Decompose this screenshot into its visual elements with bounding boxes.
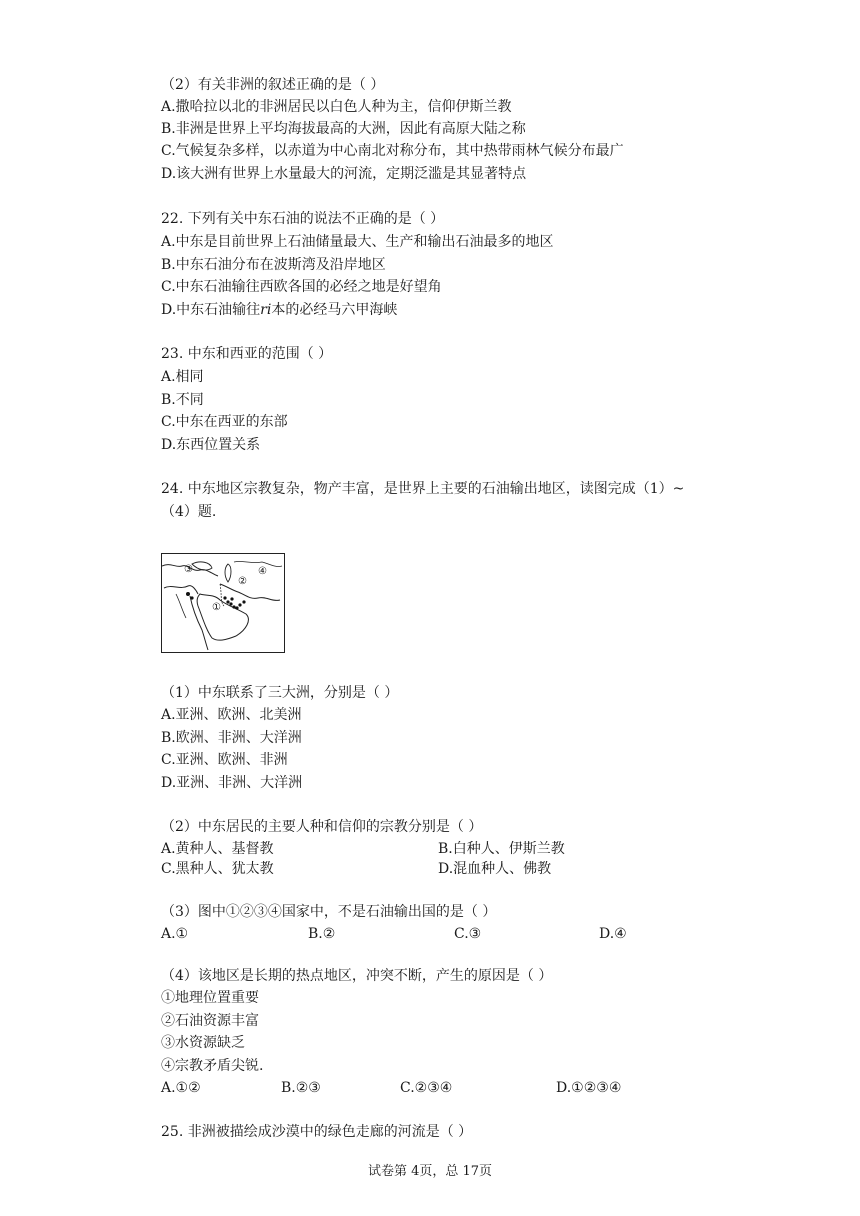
option-a: A.① [161, 926, 189, 942]
statement-3: ③水资源缺乏 [161, 1035, 245, 1051]
option-b: B.非洲是世界上平均海拔最高的大洲，因此有高原大陆之称 [161, 121, 526, 137]
map-label-4: ④ [258, 566, 267, 577]
statement-2: ②石油资源丰富 [161, 1013, 259, 1029]
question-24-3-stem: （3）图中①②③④国家中，不是石油输出国的是（ ） [161, 904, 497, 920]
option-b: B.白种人、伊斯兰教 [438, 841, 565, 857]
question-21-2-stem: （2）有关非洲的叙述正确的是（ ） [161, 77, 385, 93]
question-23-stem: 23. 中东和西亚的范围（ ） [161, 346, 333, 362]
nile-river [176, 594, 186, 618]
question-22-stem: 22. 下列有关中东石油的说法不正确的是（ ） [161, 211, 445, 227]
oil-field-dot [242, 600, 245, 603]
option-b: B.不同 [161, 392, 204, 408]
option-c: C.亚洲、欧洲、非洲 [161, 752, 288, 768]
options-row [161, 1078, 721, 1098]
option-a: A.①② [161, 1080, 201, 1096]
statement-4: ④宗教矛盾尖锐. [161, 1058, 264, 1074]
statement-1: ①地理位置重要 [161, 990, 259, 1006]
question-24-4-stem: （4）该地区是长期的热点地区，冲突不断，产生的原因是（ ） [161, 968, 553, 984]
oil-field-dot [226, 600, 229, 603]
option-d: D.④ [599, 926, 627, 942]
oil-field-dot [235, 606, 238, 609]
question-25-stem: 25. 非洲被描绘成沙漠中的绿色走廊的河流是（ ） [161, 1124, 473, 1140]
black-sea [192, 562, 212, 570]
option-b: B.欧洲、非洲、大洋洲 [161, 730, 302, 746]
oil-field-dot [223, 596, 226, 599]
middle-east-map-drawing [162, 554, 283, 651]
question-24-1-stem: （1）中东联系了三大洲，分别是（ ） [161, 685, 399, 701]
oil-field-dot [230, 597, 233, 600]
option-b: B.中东石油分布在波斯湾及沿岸地区 [161, 257, 386, 273]
options-row [161, 924, 721, 944]
options-row-ab [161, 839, 721, 859]
oil-field-dot [232, 605, 235, 608]
red-sea-coast [190, 596, 208, 650]
options-row-cd [161, 859, 721, 879]
option-a: A.亚洲、欧洲、北美洲 [161, 707, 302, 723]
option-a: A.黄种人、基督教 [161, 841, 274, 857]
north-africa-coast [164, 586, 198, 594]
option-c: C.气候复杂多样，以赤道为中心南北对称分布，其中热带雨林气候分布最广 [161, 143, 624, 159]
option-c: C.②③④ [400, 1080, 453, 1096]
option-d: D.中东石油输往𝑟𝑖本的必经马六甲海峡 [161, 302, 398, 318]
option-d: D.该大洲有世界上水量最大的河流，定期泛滥是其显著特点 [161, 166, 527, 182]
option-d: D.亚洲、非洲、大洋洲 [161, 775, 303, 791]
option-d: D.混血种人、佛教 [438, 861, 552, 877]
middle-east-map [161, 553, 285, 653]
option-b: B.②③ [281, 1080, 321, 1096]
oil-field-dot [229, 602, 232, 605]
option-a: A.撒哈拉以北的非洲居民以白色人种为主，信仰伊斯兰教 [161, 99, 512, 115]
map-label-1: ① [212, 602, 221, 613]
option-a: A.中东是目前世界上石油储量最大、生产和输出石油最多的地区 [161, 234, 554, 250]
oil-field-dot [238, 603, 241, 606]
option-c: C.中东石油输往西欧各国的必经之地是好望角 [161, 279, 442, 295]
map-label-2: ② [238, 576, 247, 587]
option-c: C.黑种人、犹太教 [161, 861, 274, 877]
arabian-peninsula [197, 594, 248, 640]
caspian-sea [225, 564, 231, 582]
question-24-stem-line2: （4）题. [161, 504, 217, 520]
question-24-2-stem: （2）中东居民的主要人种和信仰的宗教分别是（ ） [161, 819, 483, 835]
page-footer: 试卷第 4页，总 17页 [367, 1164, 493, 1179]
question-24-stem-line1: 24. 中东地区宗教复杂，物产丰富，是世界上主要的石油输出地区，读图完成（1）~ [161, 481, 685, 497]
option-c: C.中东在西亚的东部 [161, 414, 288, 430]
option-b: B.② [308, 926, 336, 942]
oil-field-dot [190, 596, 193, 599]
oil-field-dot [186, 592, 190, 596]
option-a: A.相同 [161, 369, 204, 385]
map-label-3: ③ [184, 564, 193, 575]
iran-coast [220, 584, 280, 600]
option-c: C.③ [454, 926, 482, 942]
option-d: D.①②③④ [556, 1080, 622, 1096]
option-d: D.东西位置关系 [161, 437, 261, 453]
